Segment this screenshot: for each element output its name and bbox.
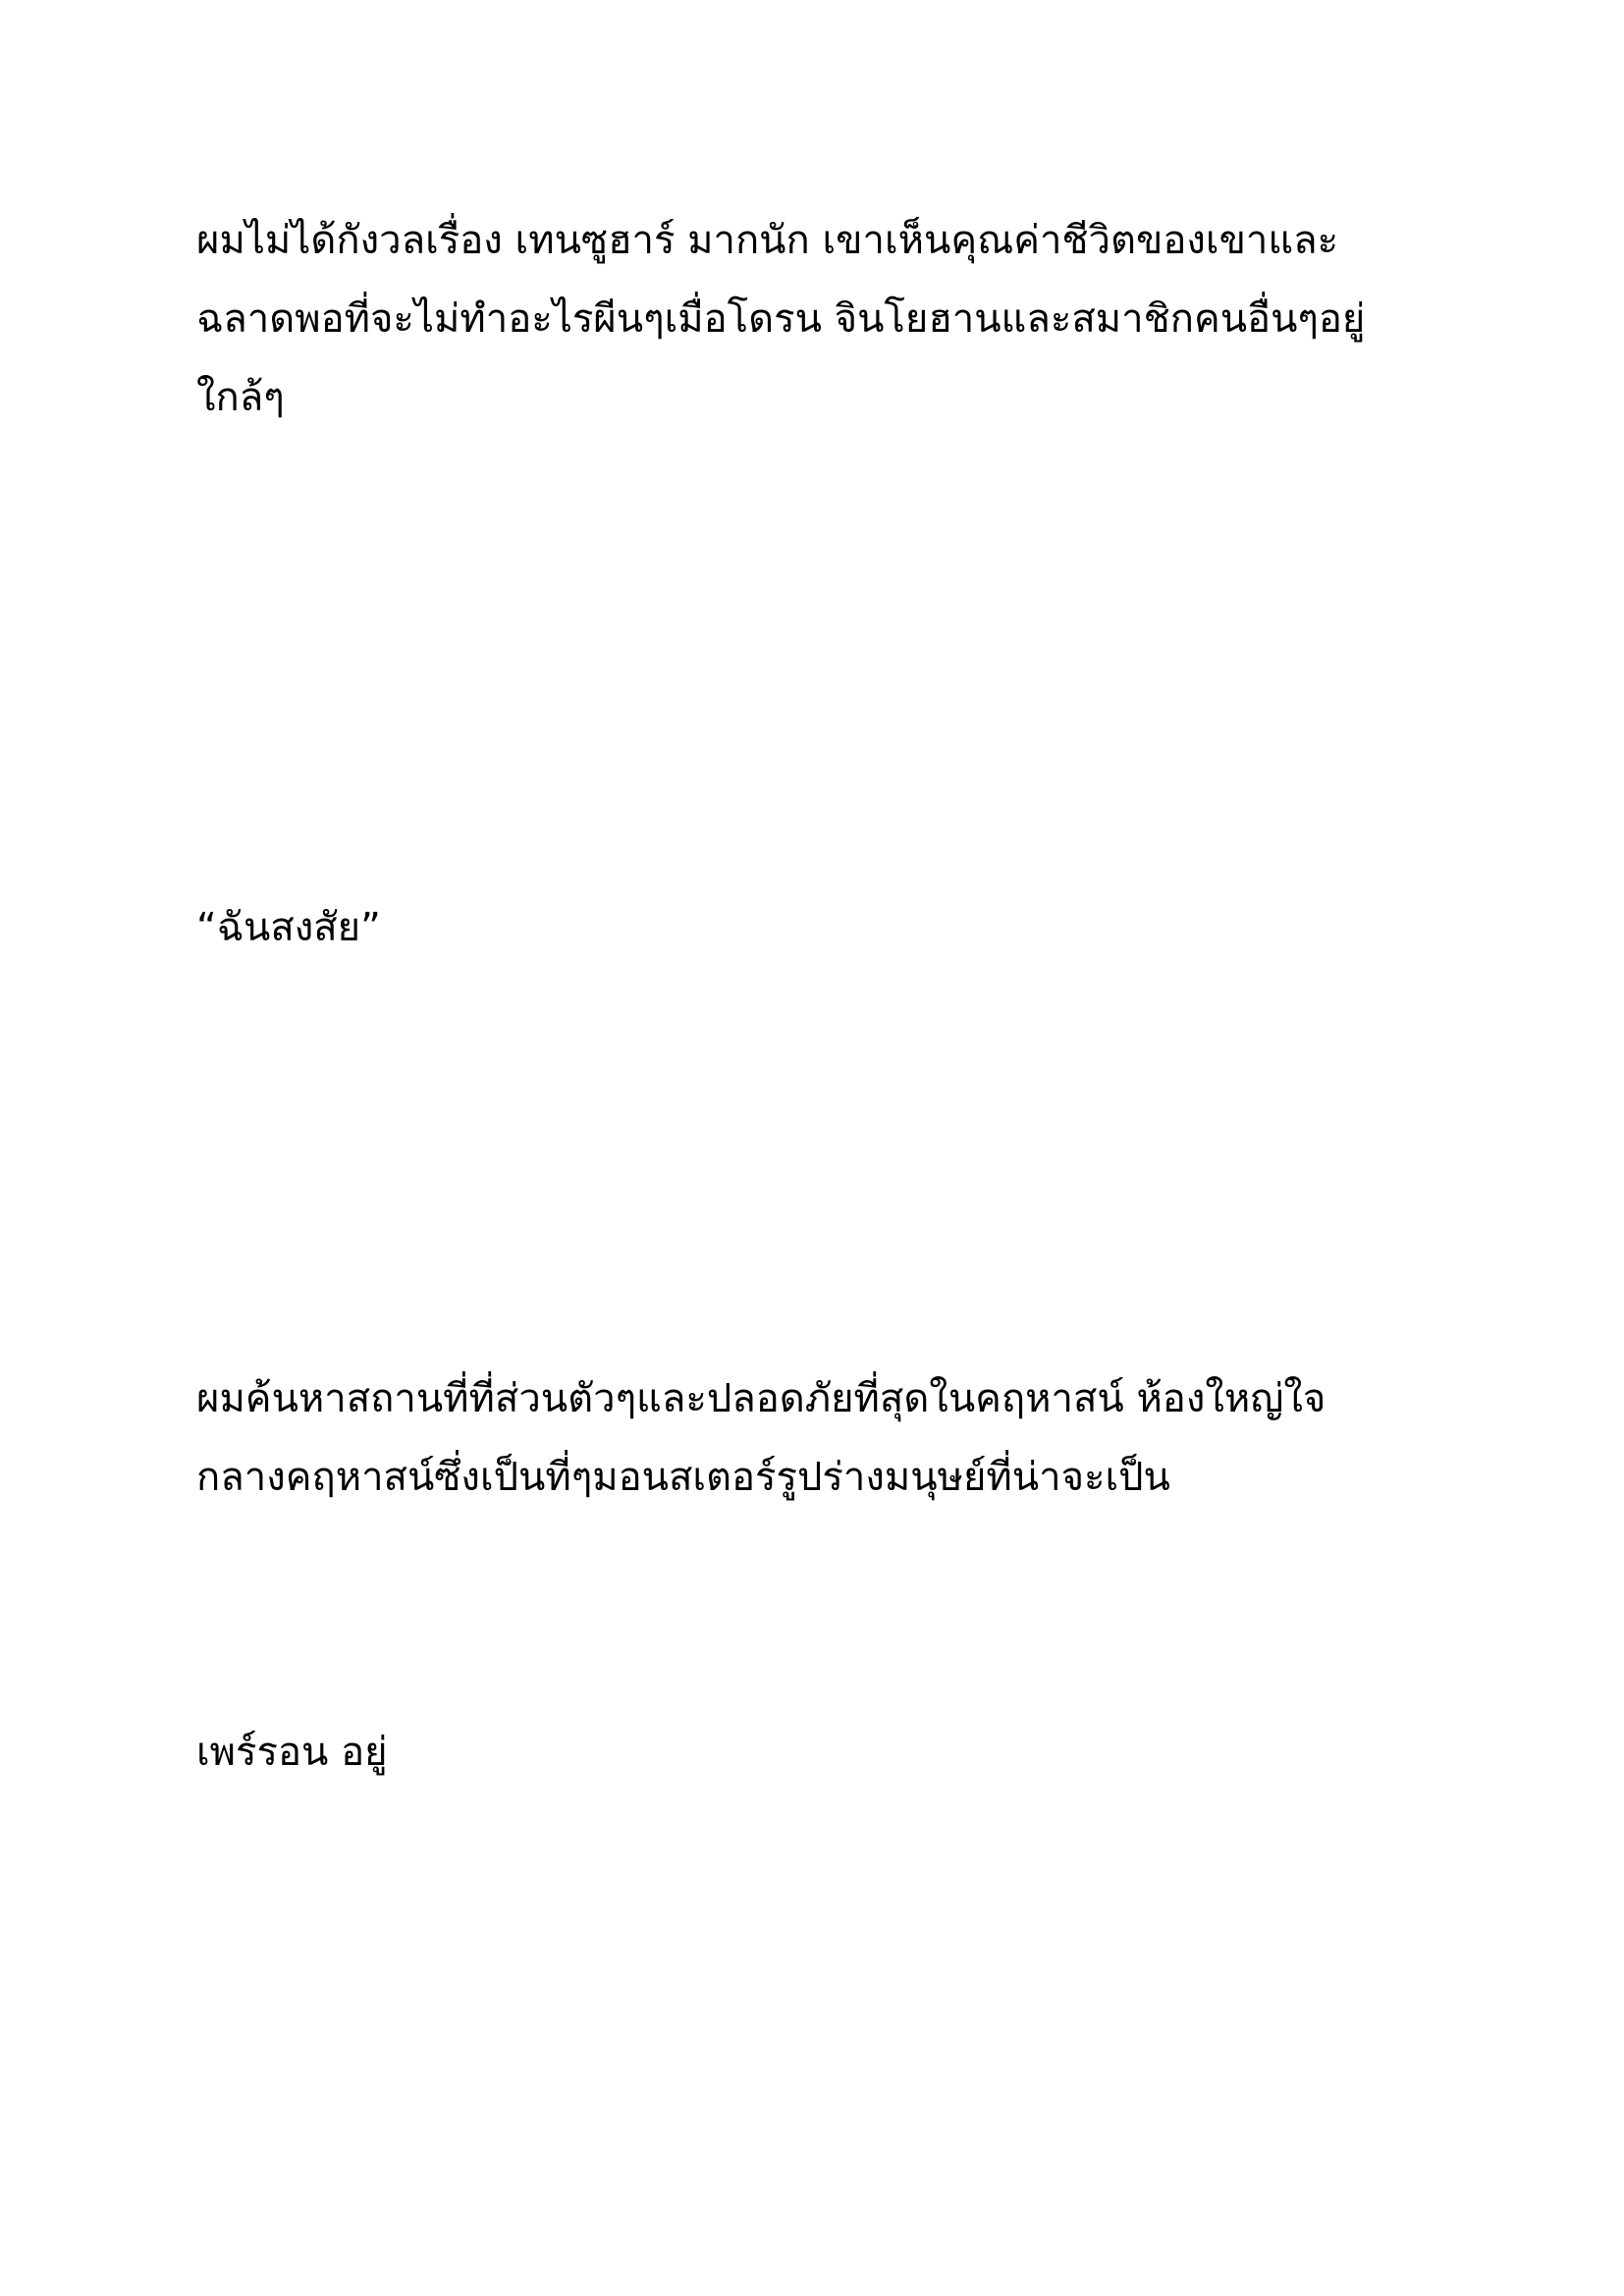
- paragraph-3: [196, 1360, 1453, 1517]
- paragraph-3-line-2: กลางคฤหาสน์ซึ่งเป็นที่ๆมอนสเตอร์รูปร่างมนุษย์ที่น่าจะเป็น: [196, 1455, 1170, 1500]
- paragraph-1-line-2: ฉลาดพอที่จะไม่ทำอะไรผีนๆเมื่อโดรน จินโยฮานและสมาชิกคนอื่นๆอยู่: [196, 296, 1366, 342]
- paragraph-4-line-1: เพร์รอน อยู่: [196, 1730, 388, 1775]
- paragraph-1: [196, 201, 1453, 437]
- paragraph-4: [196, 1713, 1453, 1791]
- paragraph-1-line-3: ใกล้ๆ: [196, 375, 285, 420]
- paragraph-2-line-1: “ฉันสงสัย”: [196, 905, 381, 950]
- paragraph-2: [196, 888, 1453, 967]
- paragraph-3-line-1: ผมค้นหาสถานที่ที่ส่วนตัวๆและปลอดภัยที่สุดในคฤหาสน์ ห้องใหญ่ใจ: [196, 1376, 1326, 1421]
- paragraph-1-line-1: ผมไม่ได้กังวลเรื่อง เทนซูฮาร์ มากนัก เขาเห็นคุณค่าชีวิตของเขาและ: [196, 218, 1339, 263]
